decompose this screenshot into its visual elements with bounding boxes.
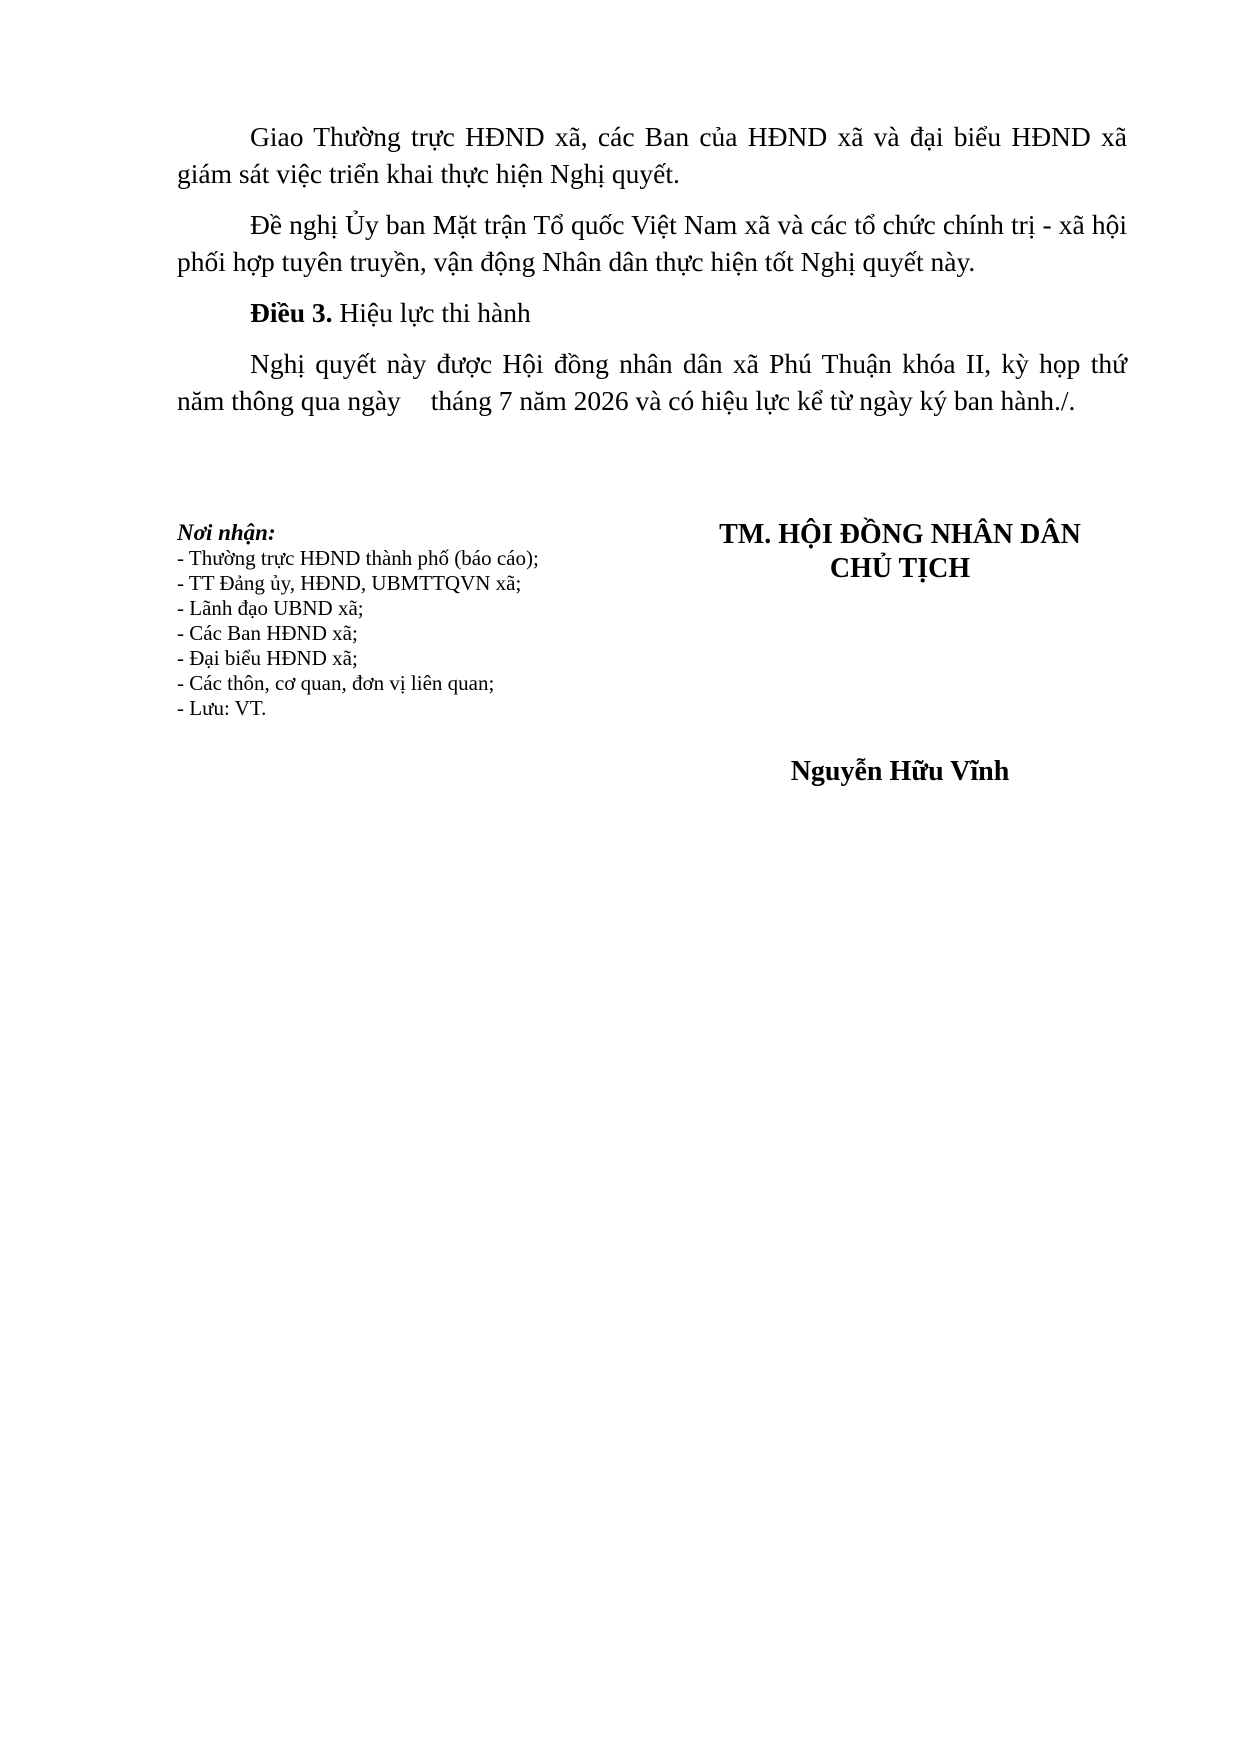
recipient-item: - TT Đảng ủy, HĐND, UBMTTQVN xã; — [177, 571, 522, 595]
recipient-item: - Lãnh đạo UBND xã; — [177, 596, 364, 620]
recipient-item: - Đại biểu HĐND xã; — [177, 646, 358, 670]
paragraph-supervision: Giao Thường trực HĐND xã, các Ban của HĐND xã và đại biểu HĐND xã giám sát việc triển khai thực hiện Nghị quyết. — [177, 121, 1127, 189]
recipients-block — [177, 520, 617, 721]
article-3-title: Hiệu lực thi hành — [332, 297, 531, 328]
signature-position: CHỦ TỊCH — [829, 553, 971, 584]
paragraph-coordination: Đề nghị Ủy ban Mặt trận Tổ quốc Việt Nam xã và các tổ chức chính trị - xã hội phối hợp tuyên truyền, vận động Nhân dân thực hiện tốt Nghị quyết này. — [177, 209, 1127, 277]
recipient-item: - Thường trực HĐND thành phố (báo cáo); — [177, 546, 539, 570]
paragraph-effectiveness — [177, 345, 1127, 419]
signer-name: Nguyễn Hữu Vĩnh — [790, 756, 1010, 787]
article-3-heading: Điều 3. — [250, 297, 333, 328]
signature-block — [680, 518, 1120, 586]
recipient-item: - Lưu: VT. — [177, 696, 267, 720]
recipients-title: Nơi nhận: — [177, 520, 276, 545]
article-3-heading-line — [177, 294, 1127, 331]
effectiveness-text-part2: tháng 7 năm 2026 và có hiệu lực kể từ ngày ký ban hành./. — [430, 385, 1076, 416]
recipient-item: - Các thôn, cơ quan, đơn vị liên quan; — [177, 671, 495, 695]
effectiveness-text-part1: Nghị quyết này được Hội đồng nhân dân xã Phú Thuận khóa II, kỳ họp thứ năm thông qua ngày — [177, 348, 1127, 416]
recipient-item: - Các Ban HĐND xã; — [177, 621, 358, 645]
signature-authority: TM. HỘI ĐỒNG NHÂN DÂN — [719, 519, 1081, 550]
document-body — [177, 118, 1127, 419]
